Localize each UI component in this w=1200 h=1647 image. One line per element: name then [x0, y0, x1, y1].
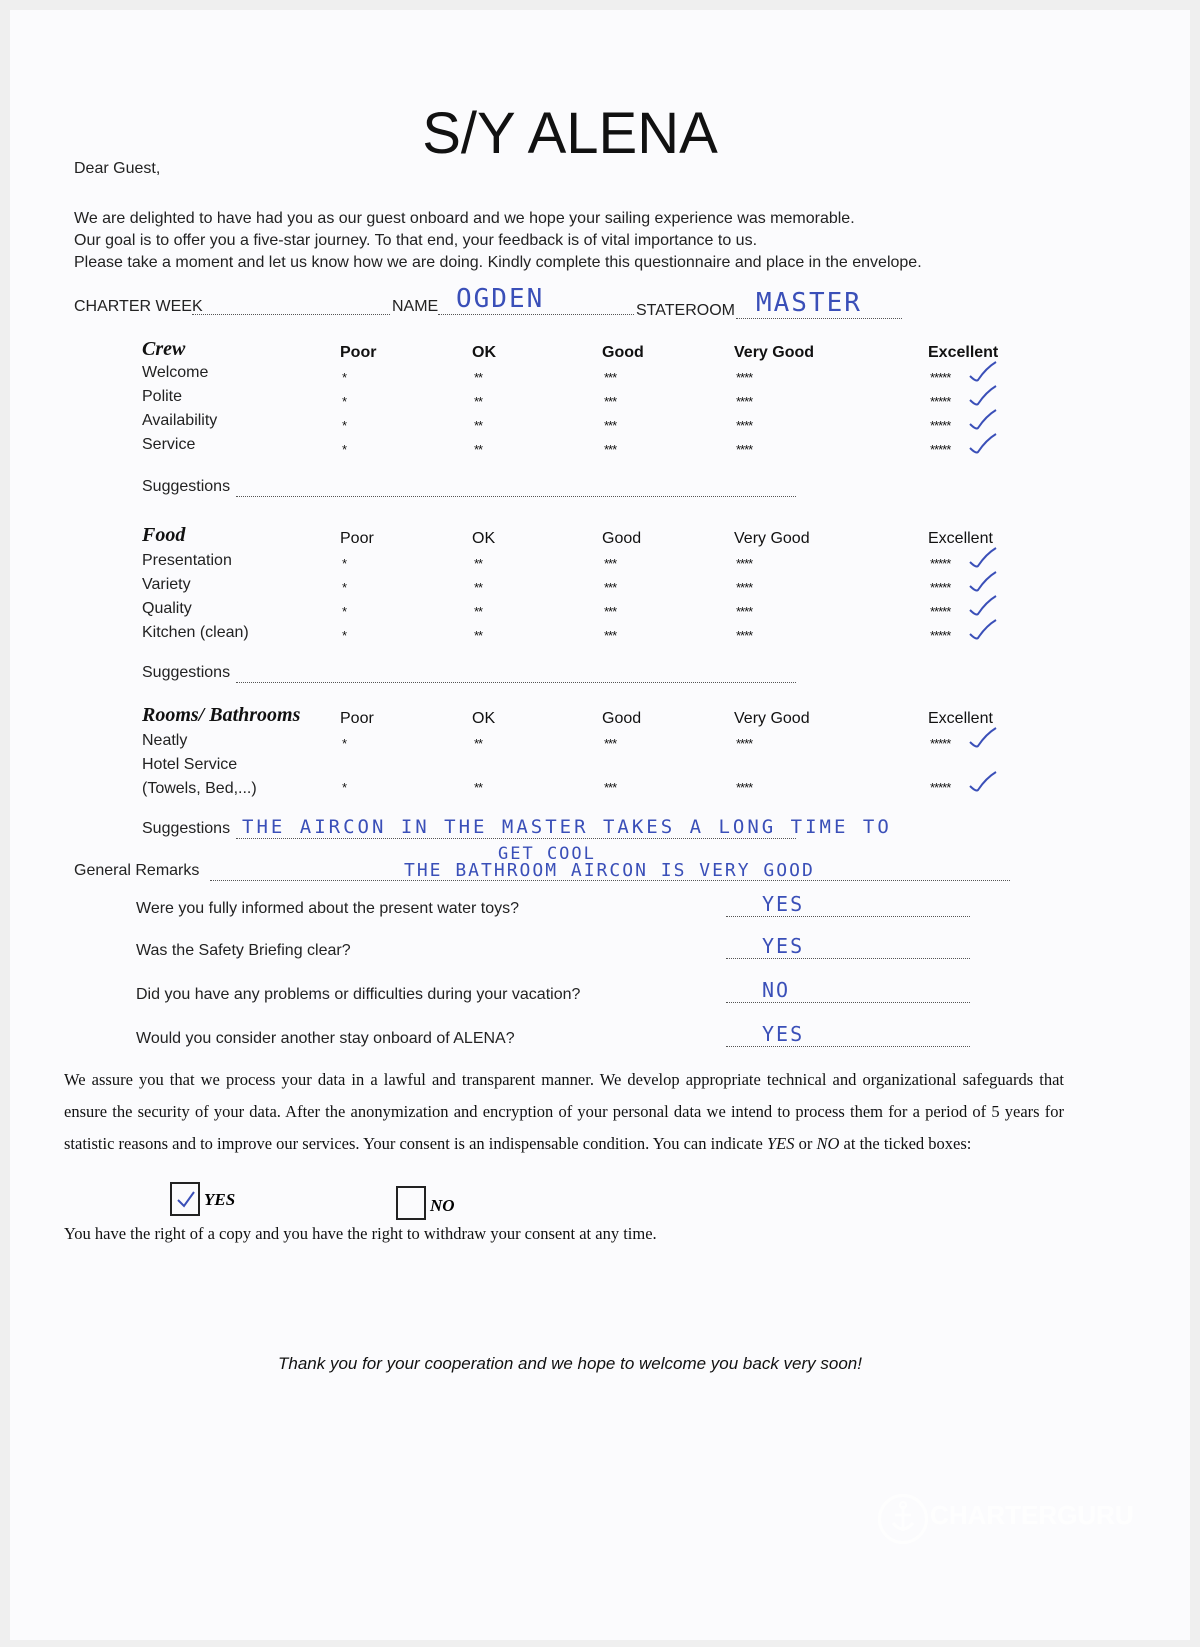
question-answer-field[interactable]	[726, 1046, 970, 1047]
rooms-rating-option[interactable]: *****	[930, 736, 951, 751]
crew-rating-option[interactable]: ***	[604, 370, 617, 385]
food-rating-option[interactable]: *	[342, 604, 347, 619]
crew-rating-option[interactable]: ****	[736, 418, 753, 433]
food-rating-option[interactable]: *****	[930, 628, 951, 643]
charter-week-field[interactable]	[192, 314, 390, 315]
page-title: S/Y ALENA	[422, 101, 718, 166]
crew-item-label: Polite	[142, 388, 183, 405]
crew-col-poor: Poor	[340, 344, 377, 361]
crew-rating-option[interactable]: *	[342, 394, 347, 409]
crew-rating-option[interactable]: ***	[604, 418, 617, 433]
food-rating-option[interactable]: **	[474, 580, 483, 595]
rooms-rating-option[interactable]: ****	[736, 736, 753, 751]
greeting: Dear Guest,	[74, 160, 161, 177]
crew-item-label: Service	[142, 436, 196, 453]
question-answer-value: NO	[762, 978, 791, 1002]
consent-no-label: NO	[430, 1196, 455, 1215]
rooms-rating-option[interactable]: ***	[604, 780, 617, 795]
crew-item-label: Welcome	[142, 364, 209, 381]
food-rating-option[interactable]: ****	[736, 556, 753, 571]
rooms-check-mark	[968, 770, 998, 801]
crew-rating-option[interactable]: *****	[930, 442, 951, 457]
question-answer-value: YES	[762, 892, 805, 916]
food-rating-option[interactable]: *****	[930, 556, 951, 571]
crew-rating-option[interactable]: *	[342, 442, 347, 457]
crew-rating-option[interactable]: *	[342, 418, 347, 433]
crew-col-good: Good	[602, 344, 644, 361]
crew-rating-option[interactable]: ***	[604, 442, 617, 457]
food-item-label: Kitchen (clean)	[142, 624, 249, 641]
food-suggestions-field[interactable]	[236, 682, 796, 683]
food-rating-option[interactable]: ****	[736, 628, 753, 643]
question-text: Did you have any problems or difficulties during your vacation?	[136, 986, 581, 1003]
food-col-poor: Poor	[340, 530, 374, 547]
check-mark-icon	[968, 360, 998, 386]
rooms-item-label: Neatly	[142, 732, 188, 749]
closing-message: Thank you for your cooperation and we hope to welcome you back very soon!	[277, 1354, 862, 1373]
crew-col-very-good: Very Good	[734, 344, 815, 361]
questionnaire-sheet	[10, 10, 1190, 1640]
food-rating-option[interactable]: ***	[604, 556, 617, 571]
crew-rating-option[interactable]: *	[342, 370, 347, 385]
rooms-item-label: Hotel Service	[142, 756, 238, 773]
crew-check-mark	[968, 432, 998, 463]
question-answer-value: YES	[762, 934, 805, 958]
rooms-suggestions-field[interactable]	[236, 838, 796, 839]
name-label: NAME	[392, 298, 439, 315]
food-col-good: Good	[602, 530, 642, 547]
crew-rating-option[interactable]: ****	[736, 442, 753, 457]
rooms-col-good: Good	[602, 710, 642, 727]
food-rating-option[interactable]: *****	[930, 604, 951, 619]
consent-no-checkbox[interactable]	[396, 1186, 426, 1220]
rooms-check-mark	[968, 726, 998, 757]
food-rating-option[interactable]: ****	[736, 604, 753, 619]
food-rating-option[interactable]: *****	[930, 580, 951, 595]
check-mark-icon	[968, 432, 998, 458]
intro-line-3: Please take a moment and let us know how we are doing. Kindly complete this questionnaire and place in the envelope.	[74, 254, 922, 271]
question-text: Would you consider another stay onboard of ALENA?	[136, 1030, 515, 1047]
general-remarks-label: General Remarks	[74, 862, 200, 879]
rooms-rating-option[interactable]: **	[474, 736, 483, 751]
crew-rating-option[interactable]: **	[474, 370, 483, 385]
consent-rights: You have the right of a copy and you have the right to withdraw your consent at any time.	[64, 1224, 657, 1243]
check-mark-icon	[172, 1184, 198, 1214]
watermark-text: CHARTERGURU	[930, 1500, 1134, 1530]
rooms-rating-option[interactable]: *****	[930, 780, 951, 795]
check-mark-icon	[968, 618, 998, 644]
rooms-heading: Rooms/ Bathrooms	[142, 704, 301, 726]
crew-rating-option[interactable]: ****	[736, 394, 753, 409]
consent-text: We assure you that we process your data in a lawful and transparent manner. We develop appropriate technical and organizational safeguards that ensure the security of your data. After the anonymization and encryption of your personal data we intend to process them for a period of 5 years for statistic reasons and to improve our services. Your consent is an indispensable condition. You can indicate	[64, 1070, 1064, 1153]
check-mark-icon	[968, 384, 998, 410]
intro-line-1: We are delighted to have had you as our guest onboard and we hope your sailing experience was memorable.	[74, 210, 855, 227]
food-suggestions-label: Suggestions	[142, 664, 231, 681]
consent-tail: at the ticked boxes:	[839, 1134, 972, 1153]
crew-rating-option[interactable]: *****	[930, 418, 951, 433]
anchor-icon	[878, 1494, 928, 1544]
check-mark-icon	[968, 726, 998, 752]
crew-rating-option[interactable]: ***	[604, 394, 617, 409]
question-answer-field[interactable]	[726, 916, 970, 917]
crew-suggestions-label: Suggestions	[142, 478, 231, 495]
rooms-rating-option[interactable]: ****	[736, 780, 753, 795]
consent-yes-checkbox[interactable]	[170, 1182, 200, 1216]
consent-or: or	[794, 1134, 817, 1153]
rooms-rating-option[interactable]: *	[342, 780, 347, 795]
general-remarks-value: THE BATHROOM AIRCON IS VERY GOOD	[404, 860, 815, 881]
food-col-very-good: Very Good	[734, 530, 810, 547]
stateroom-label: STATEROOM	[636, 302, 735, 319]
crew-rating-option[interactable]: *****	[930, 370, 951, 385]
crew-rating-option[interactable]: **	[474, 394, 483, 409]
check-mark-icon	[968, 408, 998, 434]
question-answer-field[interactable]	[726, 1002, 970, 1003]
consent-no-word: NO	[816, 1134, 840, 1153]
rooms-col-very-good: Very Good	[734, 710, 810, 727]
rooms-col-poor: Poor	[340, 710, 374, 727]
rooms-suggestions-value-2: GET COOL	[498, 844, 596, 864]
rooms-rating-option[interactable]: ***	[604, 736, 617, 751]
food-item-label: Presentation	[142, 552, 232, 569]
check-mark-icon	[968, 770, 998, 796]
rooms-suggestions-value: THE AIRCON IN THE MASTER TAKES A LONG TIME TO	[242, 816, 892, 838]
stateroom-field[interactable]	[736, 318, 902, 319]
charter-week-label: CHARTER WEEK	[74, 298, 203, 315]
crew-rating-option[interactable]: **	[474, 442, 483, 457]
crew-heading: Crew	[142, 338, 186, 360]
consent-paragraph	[64, 1064, 1064, 1160]
food-rating-option[interactable]: **	[474, 604, 483, 619]
food-heading: Food	[142, 524, 186, 546]
consent-yes-word: YES	[766, 1134, 795, 1153]
crew-rating-option[interactable]: **	[474, 418, 483, 433]
food-check-mark	[968, 618, 998, 649]
rooms-item-label: (Towels, Bed,...)	[142, 780, 257, 797]
food-col-excellent: Excellent	[928, 530, 993, 547]
rooms-col-excellent: Excellent	[928, 710, 993, 727]
question-answer-value: YES	[762, 1022, 805, 1046]
crew-rating-option[interactable]: *****	[930, 394, 951, 409]
rooms-col-ok: OK	[472, 710, 496, 727]
food-rating-option[interactable]: ***	[604, 580, 617, 595]
intro-line-2: Our goal is to offer you a five-star journey. To that end, your feedback is of vital importance to us.	[74, 232, 758, 249]
check-mark-icon	[968, 594, 998, 620]
question-text: Were you fully informed about the present water toys?	[136, 900, 520, 917]
check-mark-icon	[968, 546, 998, 572]
name-value: OGDEN	[456, 284, 545, 314]
crew-rating-option[interactable]: ****	[736, 370, 753, 385]
question-answer-field[interactable]	[726, 958, 970, 959]
name-field[interactable]	[438, 314, 634, 315]
question-text: Was the Safety Briefing clear?	[136, 942, 351, 959]
food-rating-option[interactable]: *	[342, 556, 347, 571]
rooms-rating-option[interactable]: **	[474, 780, 483, 795]
crew-col-excellent: Excellent	[928, 344, 999, 361]
consent-yes-label: YES	[204, 1190, 236, 1209]
rooms-rating-option[interactable]: *	[342, 736, 347, 751]
food-rating-option[interactable]: **	[474, 628, 483, 643]
crew-item-label: Availability	[142, 412, 218, 429]
food-item-label: Quality	[142, 600, 192, 617]
food-item-label: Variety	[142, 576, 191, 593]
check-mark-icon	[968, 570, 998, 596]
food-rating-option[interactable]: ****	[736, 580, 753, 595]
stateroom-value: MASTER	[756, 288, 862, 318]
food-rating-option[interactable]: ***	[604, 604, 617, 619]
food-rating-option[interactable]: *	[342, 580, 347, 595]
food-rating-option[interactable]: ***	[604, 628, 617, 643]
food-rating-option[interactable]: **	[474, 556, 483, 571]
rooms-suggestions-label: Suggestions	[142, 820, 231, 837]
crew-col-ok: OK	[472, 344, 496, 361]
food-col-ok: OK	[472, 530, 496, 547]
food-rating-option[interactable]: *	[342, 628, 347, 643]
crew-suggestions-field[interactable]	[236, 496, 796, 497]
